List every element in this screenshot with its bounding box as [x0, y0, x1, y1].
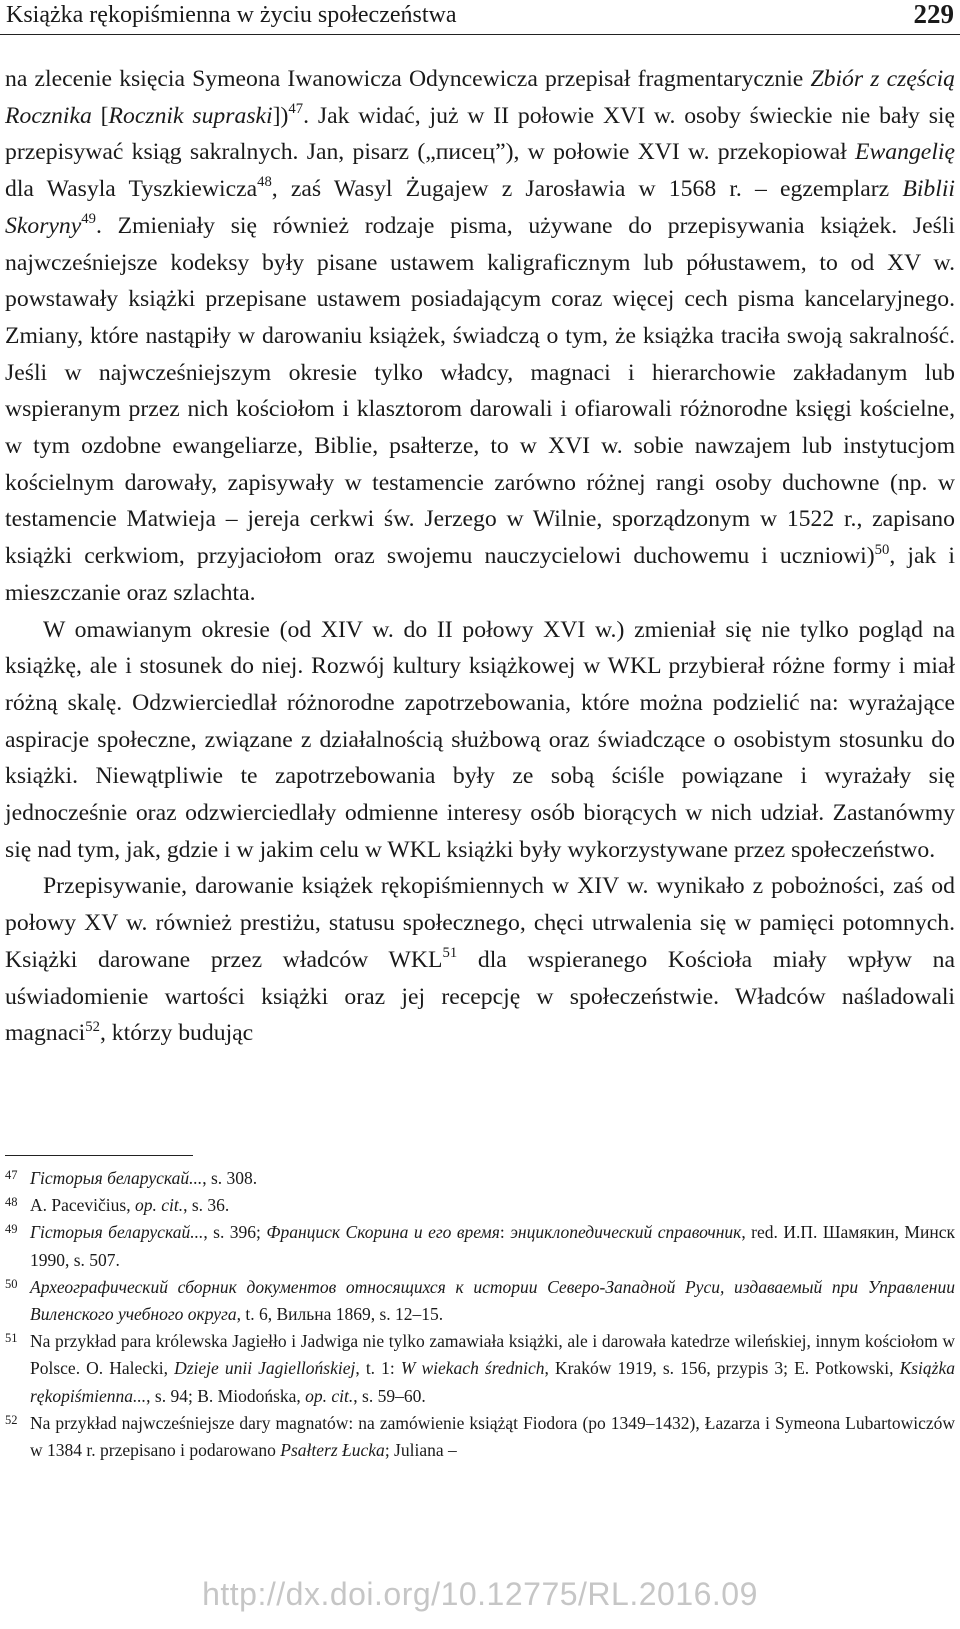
text-run: , jak i mieszczanie oraz szlachta. [5, 543, 955, 606]
text-run: , red. И.П. Шамякин, Минск 1990, s. 507. [30, 1222, 955, 1270]
footnote-number: 50 [5, 1276, 18, 1291]
footnote-text [30, 1331, 955, 1405]
doi-watermark: http://dx.doi.org/10.12775/RL.2016.09 [202, 1576, 758, 1612]
footnote [5, 1165, 955, 1192]
text-run: , Kraków 1919, s. 156, przypis 3; E. Potkowski, [544, 1358, 900, 1379]
text-run: , t. 1: [355, 1358, 401, 1379]
footnote [5, 1192, 955, 1219]
text-run: . Zmieniały się również rodzaje pisma, używane do przepisywania książek. Jeśli najwcześniejsze kodeksy były pisane ustawem kaligraficznym lub półustawem, to od XV w. powstawały książki przepisane ustawem posiadającym coraz więcej cech pisma kancelaryjnego. Zmiany, które nastąpiły w darowaniu książek, świadczą o tym, że książka traciła swoją sakralność. Jeśli w najwcześniejszym okresie tylko władcy, magnaci i hierarchowie zakładanym lub wspieranym przez nich kościołom i klasztorom darowali i ofiarowali różnorodne księgi kościelne, w tym ozdobne ewangeliarze, Biblie, psałterze, to w XVI w. sobie nawzajem lub instytucjom kościelnym darowały, zapisywały w testamencie zarówno różnej rangi osoby duchowne (np. w testamencie Matwieja – jereja cerkwi św. Jerzego w Wilnie, sporządzonym w 1522 r., zapisano książki cerkwiom, przyjaciołom oraz swojemu nauczycielowi duchowemu i uczniowi) [5, 212, 955, 570]
italic-text: Гісторыя беларускай... [30, 1168, 203, 1188]
text-run: , którzy budując [99, 1020, 254, 1047]
italic-text: Ewangelię [855, 139, 955, 166]
text-run: , s. 396; [203, 1222, 267, 1243]
footnote-number: 49 [5, 1222, 18, 1237]
footnote-number: 48 [5, 1195, 18, 1210]
footnote-number: 51 [5, 1331, 18, 1346]
text-run: Na przykład najwcześniejsze dary magnatów: na zamówienie książąt Fiodora (po 1349–1432), Łazarza i Symeona Lubartowiczów w 1384 r. przepisano i podarowano [30, 1412, 955, 1461]
paragraph [5, 868, 955, 1052]
footnote-ref: 50 [874, 541, 890, 558]
text-run: Przepisywanie, darowanie książek rękopiśmiennych w XIV w. wynikało z pobożności, zaś od połowy XV w. również prestiżu, statusu społecznego, chęci utrwalenia się w pamięci potomnych. Książki darowane przez władców WKL [5, 873, 955, 973]
footnote-ref: 49 [81, 211, 96, 228]
footnote-text [30, 1222, 955, 1269]
footnote-ref: 48 [257, 174, 272, 191]
text-run: , s. 94; B. Miodońska, [146, 1385, 306, 1406]
italic-text: Франциск Скорина и его время [266, 1222, 500, 1243]
footnote-text [30, 1168, 257, 1188]
footnotes [5, 1165, 955, 1464]
italic-text: Książka rękopiśmienna... [30, 1358, 956, 1406]
text-run: Na przykład para królewska Jagiełło i Jadwiga nie tylko zamawiała książki, ale i darowała katedrze wileńskiej, innym kościołom w Polsce. O. Halecki, [30, 1331, 955, 1379]
text-run: , s. 59–60. [353, 1385, 426, 1406]
paragraph [5, 61, 955, 612]
footnote-number: 52 [5, 1412, 18, 1427]
text-run: A. Pacevičius, [30, 1195, 135, 1216]
footnote [5, 1410, 955, 1464]
footnote-text [30, 1413, 955, 1460]
text-run: dla wspieranego Kościoła miały wpływ na uświadomienie wartości książki oraz jej recepcję w społeczeństwie. Władców naśladowali magnaci [5, 946, 955, 1047]
footnote-number: 47 [5, 1168, 18, 1182]
italic-text: Археографический сборник документов относящихся к истории Северо-Западной Руси, издаваемый при Управлении Виленского учебного округа [30, 1276, 955, 1325]
italic-text: Psałterz Łucka [280, 1440, 385, 1461]
footnote-text [30, 1195, 229, 1215]
main-text [5, 61, 955, 1052]
italic-text: Biblii Skoryny [5, 176, 955, 239]
footnote-ref: 47 [288, 101, 304, 118]
text-run: , s. 36. [183, 1195, 230, 1216]
footnote [5, 1274, 955, 1328]
footnote-separator [5, 1155, 193, 1156]
footnote [5, 1219, 955, 1273]
footnote-ref: 52 [85, 1018, 100, 1035]
italic-text: Гісторыя беларускай... [30, 1222, 204, 1243]
text-run: . Jak widać, już w II połowie XVI w. osoby świeckie nie bały się przepisywać ksiąg sakralnych. Jan, pisarz („писец”), w połowie XVI w. przekopiował [5, 102, 956, 166]
italic-text: op. cit. [134, 1195, 184, 1216]
italic-text: Zbiór z częścią Rocznika [5, 66, 955, 129]
text-run: dla Wasyla Tyszkiewicza [5, 176, 258, 203]
page-number: 229 [913, 0, 954, 29]
footnote-text [30, 1277, 955, 1324]
running-header [0, 0, 960, 35]
text-run: na zlecenie księcia Symeona Iwanowicza Odyncewicza przepisał fragmentarycznie [5, 66, 811, 92]
paragraph [5, 612, 955, 869]
italic-text: op. cit. [305, 1385, 354, 1406]
running-title: Książka rękopiśmienna w życiu społeczeństwa [6, 2, 457, 28]
italic-text: Dzieje unii Jagiellońskiej [174, 1358, 356, 1379]
text-run: W omawianym okresie (od XIV w. do II połowy XVI w.) zmieniał się nie tylko pogląd na książkę, ale i stosunek do niej. Rozwój kultury książkowej w WKL przybierał różne formy i miał różną skalę. Odzwierciedlał różnorodne zapotrzebowania, które można podzielić na: wyrażające aspiracje społeczne, związane z działalnością służbową oraz świadczące o osobistym stosunku do książki. Niewątpliwie te zapotrzebowania były ze sobą ściśle powiązane i wyrażały się jednocześnie oraz odzwierciedlały odmienne interesy osób biorących w nich udział. Zastanówmy się nad tym, jak, gdzie i w jakim celu w WKL książki były wykorzystywane przez społeczeństwo. [5, 616, 955, 863]
text-run: , zaś Wasyl Żugajew z Jarosławia w 1568 r. – egzemplarz [271, 176, 903, 203]
text-run: [ [91, 102, 109, 129]
footnote [5, 1328, 955, 1410]
italic-text: W wiekach średnich [400, 1358, 545, 1379]
text-run: , t. 6, Вильна 1869, s. 12–15. [236, 1304, 444, 1325]
italic-text: энциклопедический справочник [510, 1222, 742, 1243]
italic-text: Rocznik supraski [108, 102, 273, 129]
footnote-ref: 51 [442, 945, 458, 962]
text-run: ; Juliana – [384, 1440, 457, 1461]
text-run: , s. 308. [202, 1168, 258, 1188]
text-run: : [499, 1222, 511, 1243]
text-run: ]) [272, 102, 289, 129]
